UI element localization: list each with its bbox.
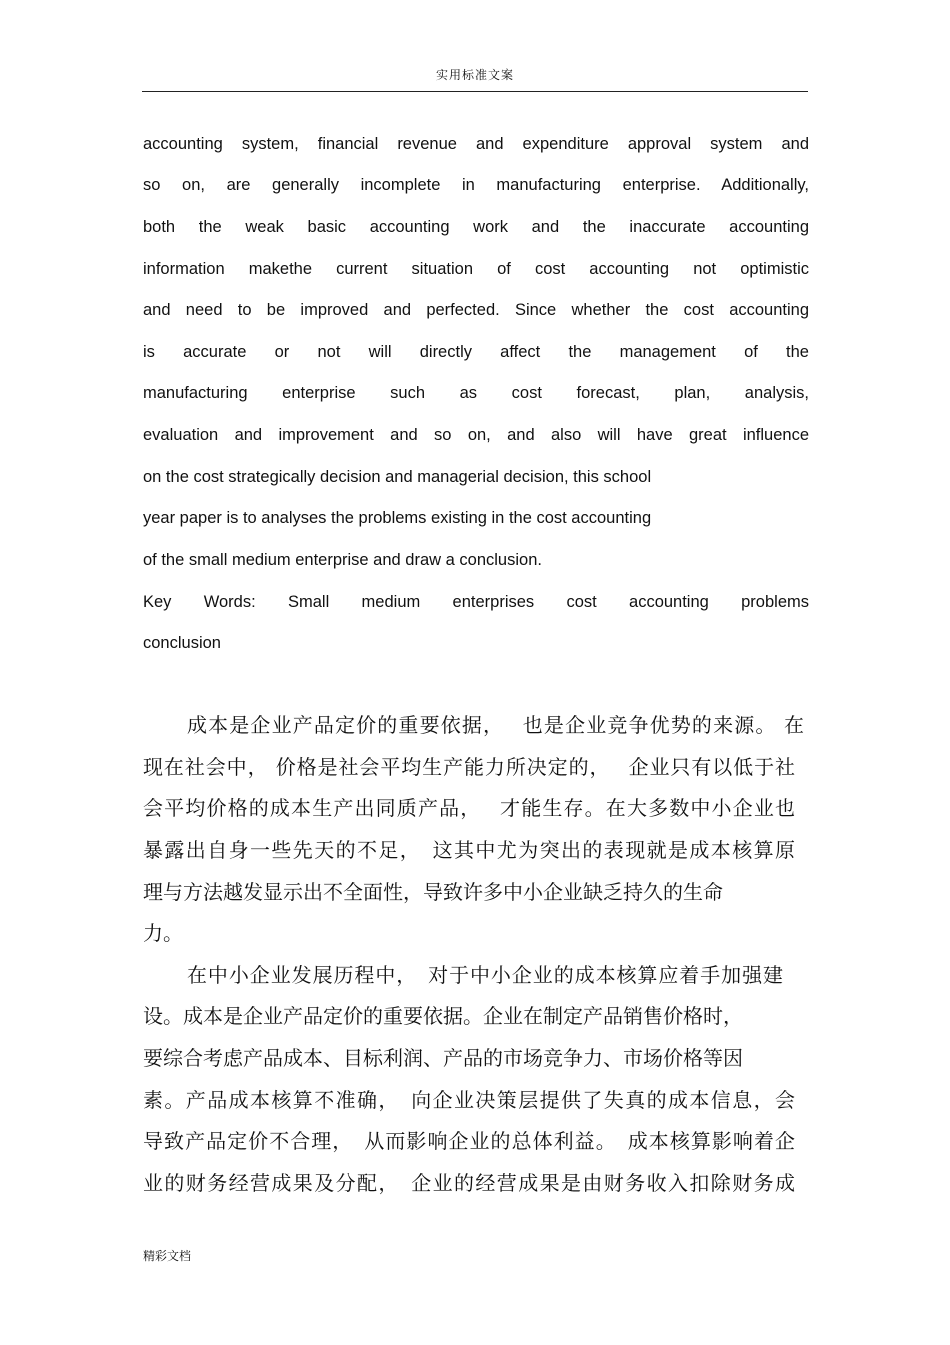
header-divider (142, 91, 808, 92)
body-paragraph-line: 要综合考虑产品成本、目标利润、产品的市场竞争力、市场价格等因 (143, 1046, 743, 1070)
page-footer-label: 精彩文档 (143, 1249, 192, 1263)
abstract-line: year paper is to analyses the problems existing in the cost accounting (143, 509, 652, 527)
abstract-line: and need to be improved and perfected. Since whether the cost accounting (143, 301, 809, 319)
body-paragraph-line: 暴露出自身一些先天的不足， 这其中尤为突出的表现就是成本核算原 (143, 838, 795, 862)
abstract-line: so on, are generally incomplete in manufacturing enterprise. Additionally, (143, 176, 809, 194)
abstract-line: accounting system, financial revenue and expenditure approval system and (143, 135, 809, 153)
body-paragraph-line: 业的财务经营成果及分配， 企业的经营成果是由财务收入扣除财务成 (143, 1171, 795, 1195)
abstract-line: evaluation and improvement and so on, and also will have great influence (143, 426, 809, 444)
abstract-line: manufacturing enterprise such as cost forecast, plan, analysis, (143, 384, 809, 402)
body-paragraph-line: 现在社会中， 价格是社会平均生产能力所决定的， 企业只有以低于社 (143, 755, 795, 779)
abstract-line: is accurate or not will directly affect the management of the (143, 343, 809, 361)
keywords-line: Key Words: Small medium enterprises cost accounting problems (143, 593, 809, 611)
body-paragraph-line: 素。产品成本核算不准确， 向企业决策层提供了失真的成本信息，会 (143, 1088, 795, 1112)
body-paragraph-line: 成本是企业产品定价的重要依据， 也是企业竞争优势的来源。 在 (187, 713, 804, 737)
abstract-line: of the small medium enterprise and draw a conclusion. (143, 551, 542, 569)
body-paragraph-line: 在中小企业发展历程中， 对于中小企业的成本核算应着手加强建 (187, 963, 783, 987)
body-paragraph-line: 理与方法越发显示出不全面性，导致许多中小企业缺乏持久的生命 (143, 880, 723, 904)
abstract-line: both the weak basic accounting work and the inaccurate accounting (143, 218, 809, 236)
body-paragraph-line: 会平均价格的成本生产出同质产品， 才能生存。在大多数中小企业也 (143, 796, 795, 820)
body-paragraph-line: 力。 (143, 921, 183, 945)
keywords-line: conclusion (143, 634, 221, 652)
abstract-line: information makethe current situation of cost accounting not optimistic (143, 260, 809, 278)
body-paragraph-line: 设。成本是企业产品定价的重要依据。企业在制定产品销售价格时， (143, 1004, 743, 1028)
abstract-line: on the cost strategically decision and managerial decision, this school (143, 468, 652, 486)
body-paragraph-line: 导致产品定价不合理， 从而影响企业的总体利益。 成本核算影响着企 (143, 1129, 795, 1153)
page-header-title: 实用标准文案 (435, 68, 514, 82)
